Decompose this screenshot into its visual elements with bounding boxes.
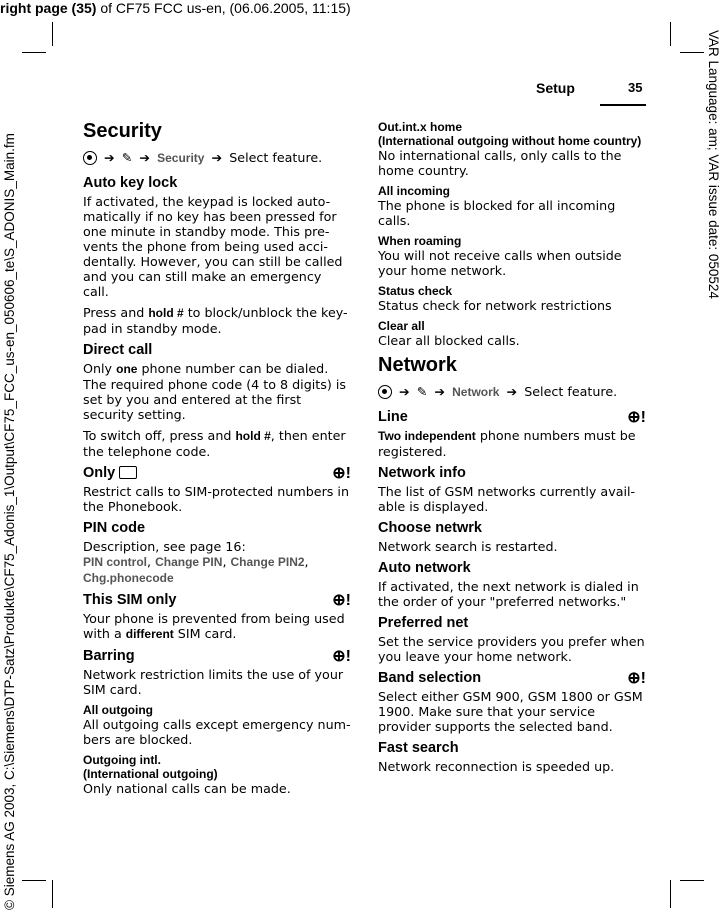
section-text: Clear all blocked calls. [378,333,520,348]
section-heading: Band selection ⊕! [378,670,646,687]
section-heading: Auto key lock [83,175,178,191]
crop-mark [52,880,53,908]
only-section [83,465,351,514]
section-heading: This SIM only ⊕! [83,592,351,609]
arrow-icon: ➔ [211,150,223,165]
section-text: Press and hold # to block/unblock the key-pad in standby mode. [83,305,348,336]
running-title: Setup [536,80,575,96]
subsection-subheading: (International outgoing) [83,767,218,781]
right-margin-note: VAR Language: am; VAR issue date: 050524 [706,30,721,299]
crop-mark [670,880,671,908]
section-heading: Auto network [378,560,471,576]
section-text: Network restriction limits the use of your SIM card. [83,667,344,697]
direct-call-section [83,342,351,459]
section-text: Description, see page 16: [83,539,246,554]
section-text: If activated, the keypad is locked auto-matically if no key has been pressed for one minute in standby mode. This pre-vents the phone from being used acci-dentally. However, you can still be called and you can still make an emergency call. [83,194,343,299]
section-text: The phone is blocked for all incoming calls. [378,198,616,228]
fast-search-section [378,740,646,774]
network-symbol-icon: ⊕! [627,670,646,687]
security-title: Security [83,120,162,142]
nav-menu-item: Security [157,151,205,165]
section-text: If activated, the next network is dialed in the order of your "preferred networks." [378,579,639,609]
right-column [378,120,646,780]
network-nav-path [378,381,646,403]
page-number: 35 [628,80,643,95]
section-text: Only one phone number can be dialed. The required phone code (4 to 8 digits) is set by you and entered at the first security setting. [83,361,346,422]
arrow-icon: ➔ [139,150,151,165]
crop-mark [22,880,46,881]
section-text: Select either GSM 900, GSM 1800 or GSM 1900. Make sure that your service provider supports the selected band. [378,689,643,734]
subsection-heading: Status check [378,284,453,298]
section-text: To switch off, press and hold #, then enter the telephone code. [83,428,346,459]
clear-all-section [378,319,646,348]
subsection-heading: All incoming [378,184,450,198]
section-heading: Direct call [83,342,153,358]
crop-mark [670,22,671,46]
subsection-heading: When roaming [378,234,462,248]
band-selection-section [378,670,646,734]
choose-netwrk-section [378,520,646,554]
crop-mark [680,52,704,53]
subsection-heading: All outgoing [83,703,153,717]
barring-section [83,648,351,697]
section-text: Your phone is prevented from being used with a different SIM card. [83,611,345,641]
nav-menu-item: Network [452,385,500,399]
section-text: You will not receive calls when outside your home network. [378,248,622,278]
header-rule [600,104,646,106]
network-symbol-icon: ⊕! [332,592,351,609]
when-roaming-section [378,234,646,278]
file-info-line: right page (35) of CF75 FCC us-en, (06.06.2005, 11:15) [0,0,351,16]
this-sim-only-section [83,592,351,642]
subsection-subheading: (International outgoing without home country) [378,134,642,148]
out-intl-home-section [378,120,646,178]
security-nav-path [83,147,351,169]
left-column [83,120,351,802]
nav-end-text: Select feature. [229,150,323,165]
settings-icon: ✎ [121,150,133,165]
crop-mark [680,880,704,881]
section-text: Status check for network restrictions [378,298,612,313]
left-margin-note: © Siemens AG 2003, C:\Siemens\DTP-Satz\Produkte\CF75_Adonis_1\Output\CF75_FCC_us-en_050606_te\S_ADONIS_Main.fm [2,133,17,910]
subsection-heading: Clear all [378,319,425,333]
section-heading: Preferred net [378,615,469,631]
section-heading: Only ⊕! [83,465,351,482]
section-heading: Barring ⊕! [83,648,351,665]
section-text: The list of GSM networks currently avail-able is displayed. [378,484,636,514]
network-symbol-icon: ⊕! [332,465,351,482]
section-text: Two independent phone numbers must be registered. [378,428,636,459]
navigation-key-icon [83,151,97,165]
section-text: Restrict calls to SIM-protected numbers in the Phonebook. [83,484,349,514]
network-title: Network [378,354,457,376]
section-heading: Choose netwrk [378,520,482,536]
auto-network-section [378,560,646,609]
crop-mark [22,52,46,53]
network-symbol-icon: ⊕! [627,409,646,426]
all-incoming-section [378,184,646,228]
pin-code-section [83,520,351,586]
section-text: Network search is restarted. [378,539,558,554]
auto-key-lock-section [83,175,351,336]
subsection-heading: Out.int.x home [378,120,462,134]
section-text: All outgoing calls except emergency num-bers are blocked. [83,717,351,747]
preferred-net-section [378,615,646,664]
section-heading: Line ⊕! [378,409,646,426]
arrow-icon: ➔ [506,384,518,399]
arrow-icon: ➔ [434,384,446,399]
network-info-section [378,465,646,514]
network-symbol-icon: ⊕! [332,648,351,665]
section-text: Set the service providers you prefer when you leave your home network. [378,634,645,664]
section-text: Only national calls can be made. [83,781,291,796]
section-text: Network reconnection is speeded up. [378,759,615,774]
nav-end-text: Select feature. [524,384,618,399]
crop-mark [52,22,53,46]
section-text: PIN control, Change PIN, Change PIN2, Chg.phonecode [83,554,309,585]
status-check-section [378,284,646,313]
settings-icon: ✎ [416,384,428,399]
section-text: No international calls, only calls to the home country. [378,148,622,178]
section-heading: PIN code [83,520,146,536]
section-heading: Network info [378,465,466,481]
subsection-heading: Outgoing intl. [83,753,161,767]
all-outgoing-section [83,703,351,747]
arrow-icon: ➔ [104,150,115,165]
outgoing-intl-section [83,753,351,796]
line-section [378,409,646,459]
sim-card-icon [119,466,137,479]
arrow-icon: ➔ [399,384,410,399]
section-heading: Fast search [378,740,459,756]
navigation-key-icon [378,385,392,399]
